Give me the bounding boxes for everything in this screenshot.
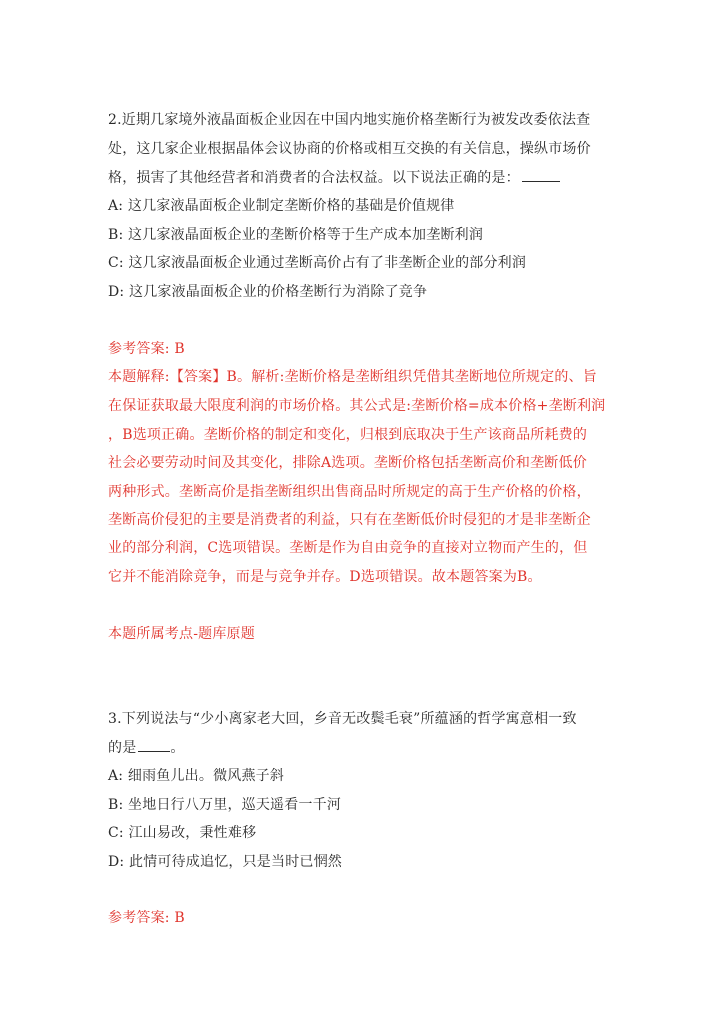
q2-explanation-line-5: 两种形式。垄断高价是指垄断组织出售商品时所规定的高于生产价格的价格，: [108, 484, 591, 500]
q3-stem-line-1: 3.下列说法与“少小离家老大回，乡音无改鬓毛衰”所蕴涵的哲学寓意相一致: [108, 711, 577, 727]
q2-explanation-line-4: 社会必要劳动时间及其变化，排除A选项。垄断价格包括垄断高价和垄断低价: [108, 455, 587, 471]
q2-explanation-line-2: 在保证获取最大限度利润的市场价格。其公式是:垄断价格=成本价格+垄断利润: [108, 398, 606, 414]
answer-blank: [522, 168, 560, 182]
q2-stem-line-2: 处，这几家企业根据晶体会议协商的价格或相互交换的有关信息，操纵市场价: [108, 141, 591, 157]
q3-option-c: C: 江山易改，秉性难移: [108, 825, 257, 841]
q3-option-a: A: 细雨鱼儿出。微风燕子斜: [108, 768, 285, 784]
q2-answer: 参考答案: B: [108, 341, 185, 357]
q2-option-a: A: 这几家液晶面板企业制定垄断价格的基础是价值规律: [108, 198, 455, 214]
q2-explanation-line-6: 垄断高价侵犯的主要是消费者的利益，只有在垄断低价时侵犯的才是非垄断企: [108, 512, 591, 528]
q2-topic: 本题所属考点-题库原题: [108, 626, 255, 642]
q3-option-b: B: 坐地日行八万里，巡天遥看一千河: [108, 797, 342, 813]
q2-stem-line-1: 2.近期几家境外液晶面板企业因在中国内地实施价格垄断行为被发改委依法查: [108, 112, 591, 128]
q3-stem-line-2-prefix: 的是: [108, 740, 137, 756]
q2-option-b: B: 这几家液晶面板企业的垄断价格等于生产成本加垄断利润: [108, 227, 484, 243]
q2-stem-line-3: [108, 168, 560, 188]
q3-answer: 参考答案: B: [108, 910, 185, 926]
q3-option-d: D: 此情可待成追忆，只是当时已惘然: [108, 854, 342, 870]
q2-stem-line-3-text: 格，损害了其他经营者和消费者的合法权益。以下说法正确的是：: [108, 170, 520, 186]
q2-explanation-line-7: 业的部分利润，C选项错误。垄断是作为自由竞争的直接对立物而产生的，但: [108, 540, 588, 556]
q2-option-c: C: 这几家液晶面板企业通过垄断高价占有了非垄断企业的部分利润: [108, 255, 527, 271]
q2-explanation-line-8: 它并不能消除竞争，而是与竞争并存。D选项错误。故本题答案为B。: [108, 569, 542, 585]
answer-blank: [138, 738, 170, 752]
q2-explanation-line-3: ，B选项正确。垄断价格的制定和变化，归根到底取决于生产该商品所耗费的: [108, 427, 588, 443]
q2-explanation-line-1: 本题解释:【答案】B。解析:垄断价格是垄断组织凭借其垄断地位所规定的、旨: [108, 369, 597, 385]
q3-stem-line-2-suffix: 。: [170, 740, 185, 756]
q3-stem-line-2: [108, 738, 185, 758]
q2-option-d: D: 这几家液晶面板企业的价格垄断行为消除了竞争: [108, 284, 428, 300]
